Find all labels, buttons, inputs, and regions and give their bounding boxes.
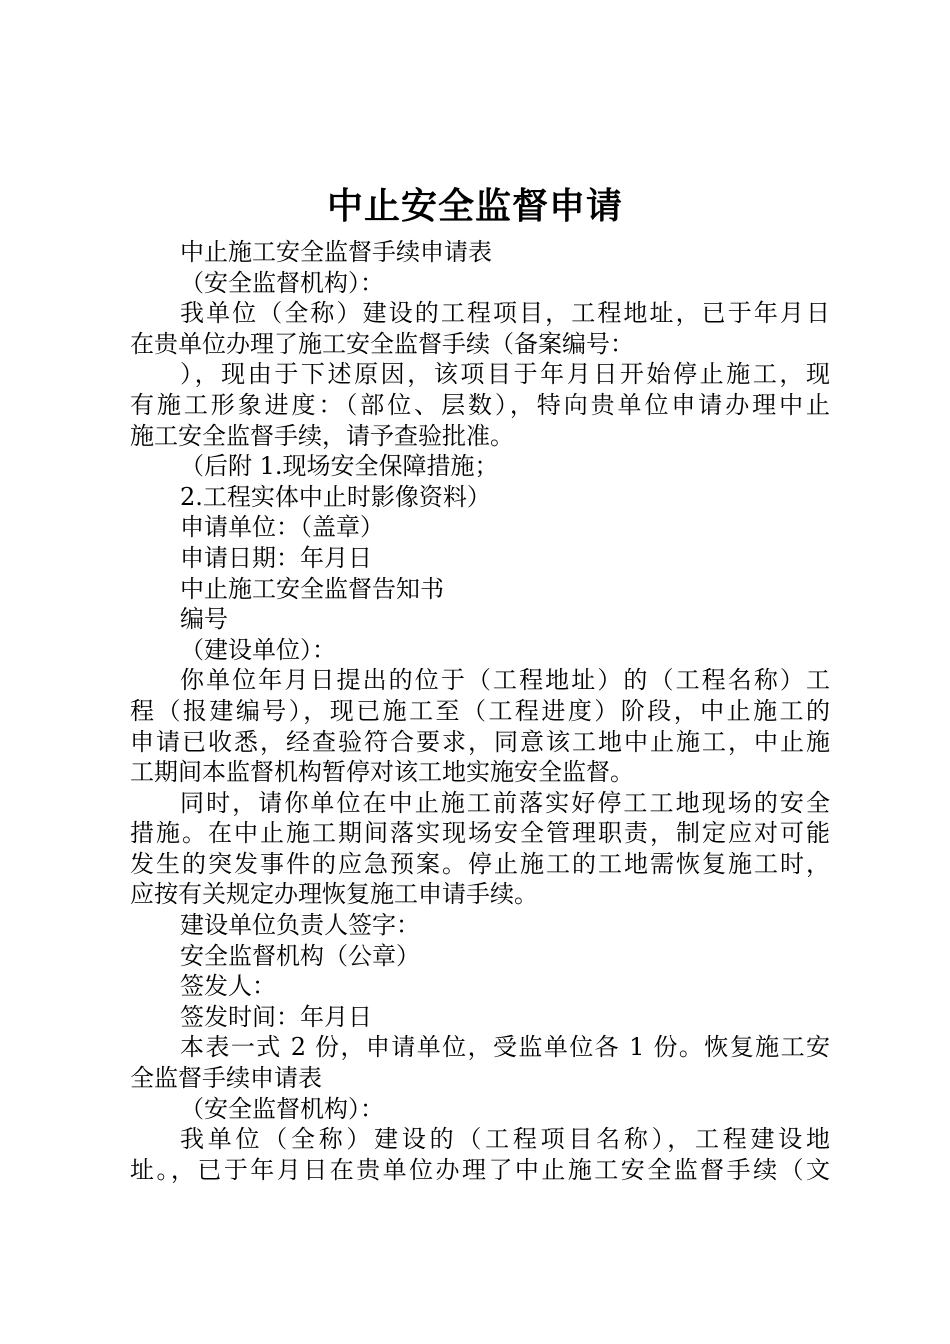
text-line: 工期间本监督机构暂停对该工地实施安全监督。 (130, 758, 634, 787)
text-line: 在贵单位办理了施工安全监督手续（备案编号： (130, 329, 634, 358)
text-line: 签发时间：年月日 (180, 1002, 372, 1031)
text-line: 发生的突发事件的应急预案。停止施工的工地需恢复施工时， (130, 849, 830, 878)
text-line: 施工安全监督手续，请予查验批准。 (130, 421, 514, 450)
text-line: ），现由于下述原因，该项目于年月日开始停止施工，现 (180, 360, 830, 389)
text-line: 全监督手续申请表 (130, 1064, 322, 1093)
text-line: 申请已收悉，经查验符合要求，同意该工地中止施工，中止施 (130, 727, 830, 756)
text-line: （安全监督机构）： (180, 268, 384, 297)
text-line: 同时，请你单位在中止施工前落实好停工工地现场的安全 (180, 788, 830, 817)
text-line: （后附 1.现场安全保障措施； (180, 452, 499, 481)
text-line: 2.工程实体中止时影像资料） (180, 482, 491, 511)
text-line: 本表一式 2 份，申请单位，受监单位各 1 份。恢复施工安 (180, 1033, 830, 1062)
text-line: 我单位（全称）建设的工程项目，工程地址，已于年月日 (180, 299, 830, 328)
text-line: 中止施工安全监督告知书 (180, 574, 444, 603)
text-line: 有施工形象进度：（部位、层数），特向贵单位申请办理中止 (130, 390, 830, 419)
text-line: 程（报建编号），现已施工至（工程进度）阶段，中止施工的 (130, 696, 830, 725)
text-line: 签发人： (180, 972, 276, 1001)
text-line: 我单位（全称）建设的（工程项目名称），工程建设地 (180, 1125, 830, 1154)
text-line: 措施。在中止施工期间落实现场安全管理职责，制定应对可能 (130, 819, 830, 848)
text-line: 申请日期：年月日 (180, 543, 372, 572)
text-line: 中止施工安全监督手续申请表 (180, 238, 492, 266)
text-line: 编号 (180, 605, 228, 634)
text-line: 安全监督机构（公章） (180, 941, 420, 970)
document-title: 中止安全监督申请 (326, 186, 623, 227)
text-line: 建设单位负责人签字： (180, 911, 420, 940)
text-line: （建设单位）： (180, 635, 336, 664)
text-line: 你单位年月日提出的位于（工程地址）的（工程名称）工 (180, 666, 830, 695)
text-line: 址。，已于年月日在贵单位办理了中止施工安全监督手续（文 (130, 1155, 830, 1184)
text-line: 申请单位：（盖章） (180, 513, 384, 542)
text-line: 应按有关规定办理恢复施工申请手续。 (130, 880, 538, 909)
text-line: （安全监督机构）： (180, 1094, 384, 1123)
document-body (130, 237, 830, 1185)
